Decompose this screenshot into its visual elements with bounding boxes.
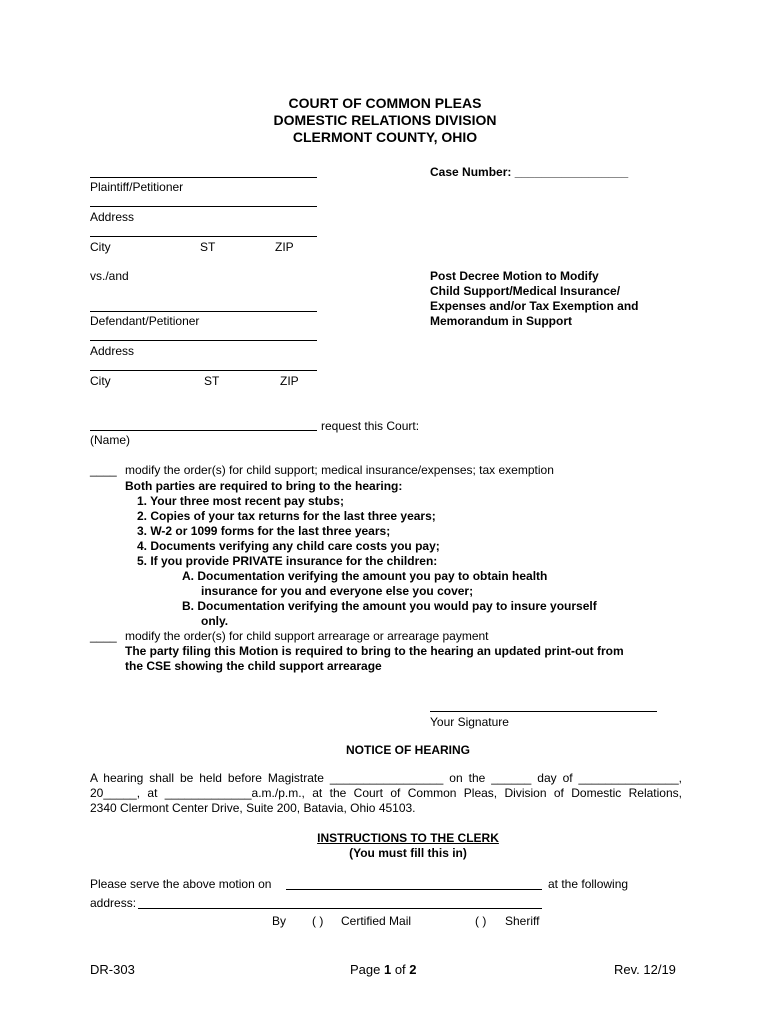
option2-note: The party filing this Motion is required to bring to the hearing an updated print-out from (125, 644, 624, 658)
clerk-instructions-subtitle: (You must fill this in) (349, 846, 467, 860)
defendant-city-field[interactable] (90, 370, 317, 371)
defendant-address-label: Address (90, 344, 135, 358)
request-text: request this Court: (321, 419, 420, 433)
form-id: DR-303 (90, 962, 135, 977)
notice-line: 20_____, at _____________a.m./p.m., at the Court of Common Pleas, Division of Domestic Relations, (90, 786, 682, 800)
certified-mail-checkbox[interactable]: ( ) (312, 914, 324, 928)
plaintiff-address-label: Address (90, 210, 135, 224)
list-item: 2. Copies of your tax returns for the last three years; (137, 509, 436, 523)
sub-item-b: B. Documentation verifying the amount you would pay to insure yourself (182, 599, 597, 613)
by-label: By (272, 914, 287, 928)
plaintiff-st-label: ST (200, 240, 216, 254)
case-number-label: Case Number: (430, 165, 512, 179)
motion-title-line: Memorandum in Support (430, 314, 572, 328)
notice-title: NOTICE OF HEARING (345, 743, 470, 757)
defendant-address-field[interactable] (90, 340, 317, 341)
page-current: 1 (383, 962, 392, 977)
revision: Rev. 12/19 (614, 962, 676, 977)
name-label: (Name) (90, 433, 131, 447)
case-number-field[interactable]: _________________ (514, 165, 629, 179)
sheriff-checkbox[interactable]: ( ) (475, 914, 487, 928)
plaintiff-city-label: City (90, 240, 111, 254)
plaintiff-label: Plaintiff/Petitioner (90, 180, 184, 194)
court-name: COURT OF COMMON PLEAS (288, 95, 482, 111)
motion-title-line: Post Decree Motion to Modify (430, 269, 599, 283)
option2-note-cont: the CSE showing the child support arrearage (125, 659, 382, 673)
vs-label: vs./and (90, 269, 129, 283)
option2-checkbox[interactable]: ____ (90, 629, 117, 643)
signature-label: Your Signature (430, 715, 509, 729)
defendant-name-field[interactable] (90, 311, 317, 312)
option2-text: modify the order(s) for child support arrearage or arrearage payment (125, 629, 489, 643)
defendant-city-label: City (90, 374, 111, 388)
option1-checkbox[interactable]: ____ (90, 463, 117, 477)
list-item: 3. W-2 or 1099 forms for the last three years; (137, 524, 391, 538)
list-item: 4. Documents verifying any child care costs you pay; (137, 539, 440, 553)
notice-line: A hearing shall be held before Magistrate _________________ on the ______ day of _______________, (90, 771, 682, 785)
county-name: CLERMONT COUNTY, OHIO (292, 129, 478, 145)
list-item: 5. If you provide PRIVATE insurance for the children: (137, 554, 438, 568)
page-of: of (391, 962, 410, 977)
requester-name-field[interactable] (90, 430, 317, 431)
division-name: DOMESTIC RELATIONS DIVISION (273, 112, 497, 128)
plaintiff-name-field[interactable] (90, 177, 317, 178)
plaintiff-zip-label: ZIP (275, 240, 294, 254)
notice-line: 2340 Clermont Center Drive, Suite 200, Batavia, Ohio 45103. (90, 801, 416, 815)
plaintiff-address-field[interactable] (90, 206, 317, 207)
address-label: address: (90, 896, 137, 910)
clerk-instructions-title: INSTRUCTIONS TO THE CLERK (317, 831, 499, 845)
option1-text: modify the order(s) for child support; medical insurance/expenses; tax exemption (125, 463, 554, 477)
serve-name-field[interactable] (286, 889, 542, 890)
serve-address-field[interactable] (138, 908, 542, 909)
sub-item-b-cont: only. (201, 614, 229, 628)
certified-mail-label: Certified Mail (341, 914, 412, 928)
sheriff-label: Sheriff (505, 914, 540, 928)
sub-item-a-cont: insurance for you and everyone else you cover; (201, 584, 474, 598)
serve-prefix: Please serve the above motion on (90, 877, 272, 891)
plaintiff-city-field[interactable] (90, 236, 317, 237)
motion-title (430, 269, 639, 329)
case-number (430, 165, 628, 179)
required-documents-list (137, 494, 440, 569)
page-number (350, 962, 417, 977)
both-parties-note: Both parties are required to bring to the hearing: (125, 479, 403, 493)
motion-title-line: Expenses and/or Tax Exemption and (430, 299, 639, 313)
list-item: 1. Your three most recent pay stubs; (137, 494, 344, 508)
sub-item-a: A. Documentation verifying the amount you pay to obtain health (182, 569, 548, 583)
signature-field[interactable] (430, 711, 657, 712)
motion-title-line: Child Support/Medical Insurance/ (430, 284, 621, 298)
page-total: 2 (409, 962, 417, 977)
serve-suffix: at the following (548, 877, 629, 891)
page-prefix: Page (350, 962, 384, 977)
defendant-zip-label: ZIP (280, 374, 299, 388)
defendant-st-label: ST (204, 374, 220, 388)
defendant-label: Defendant/Petitioner (90, 314, 200, 328)
